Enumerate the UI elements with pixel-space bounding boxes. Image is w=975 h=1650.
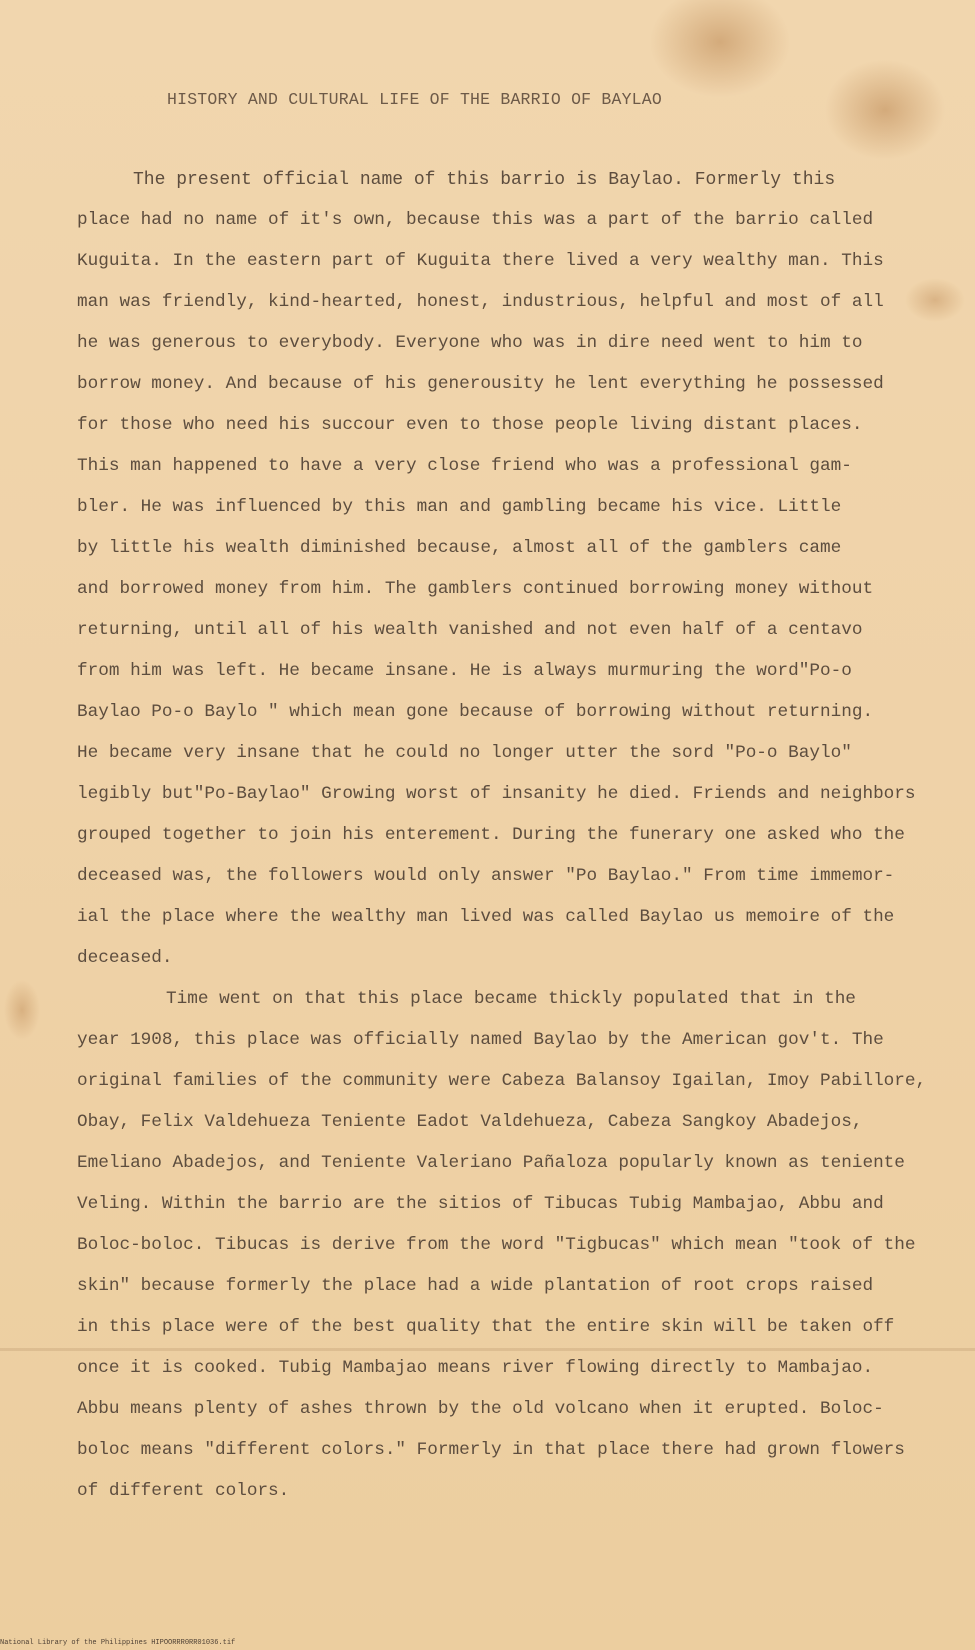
text-line: bler. He was influenced by this man and gambling became his vice. Little [77,497,842,517]
text-line: he was generous to everybody. Everyone who was in dire need went to him to [77,333,863,353]
text-line: ial the place where the wealthy man lived was called Baylao us memoire of the [77,907,895,927]
text-line: deceased. [77,948,173,968]
text-line: place had no name of it's own, because this was a part of the barrio called [77,210,874,230]
text-line: This man happened to have a very close friend who was a professional gam- [77,456,852,476]
text-line: Boloc-boloc. Tibucas is derive from the word "Tigbucas" which mean "took of the [77,1235,916,1255]
text-line: legibly but"Po-Baylao" Growing worst of insanity he died. Friends and neighbors [77,784,916,804]
text-line: for those who need his succour even to those people living distant places. [77,415,863,435]
text-line: returning, until all of his wealth vanished and not even half of a centavo [77,620,863,640]
text-line: by little his wealth diminished because, almost all of the gamblers came [77,538,842,558]
archive-footer: National Library of the Philippines HIPOORRR0RR01036.tif [0,1639,236,1647]
text-line: Emeliano Abadejos, and Teniente Valeriano Pañaloza popularly known as teniente [77,1153,905,1173]
text-line: man was friendly, kind-hearted, honest, industrious, helpful and most of all [77,292,884,312]
text-line: deceased was, the followers would only answer "Po Baylao." From time immemor- [77,866,895,886]
text-line: Baylao Po-o Baylo " which mean gone because of borrowing without returning. [77,702,874,722]
text-line: Obay, Felix Valdehueza Teniente Eadot Valdehueza, Cabeza Sangkoy Abadejos, [77,1112,863,1132]
text-line: Veling. Within the barrio are the sitios of Tibucas Tubig Mambajao, Abbu and [77,1194,884,1214]
text-line: Time went on that this place became thickly populated that in the [166,989,856,1009]
text-line: He became very insane that he could no longer utter the sord "Po-o Baylo" [77,743,852,763]
text-line: year 1908, this place was officially named Baylao by the American gov't. The [77,1030,884,1050]
text-line: Kuguita. In the eastern part of Kuguita there lived a very wealthy man. This [77,251,884,271]
text-line: Abbu means plenty of ashes thrown by the old volcano when it erupted. Boloc- [77,1399,884,1419]
text-line: boloc means "different colors." Formerly in that place there had grown flowers [77,1440,905,1460]
text-line: of different colors. [77,1481,290,1501]
text-line: once it is cooked. Tubig Mambajao means river flowing directly to Mambajao. [77,1358,874,1378]
text-line: from him was left. He became insane. He is always murmuring the word"Po-o [77,661,852,681]
text-line: and borrowed money from him. The gamblers continued borrowing money without [77,579,874,599]
text-line: skin" because formerly the place had a wide plantation of root crops raised [77,1276,874,1296]
text-line: grouped together to join his enterement. During the funerary one asked who the [77,825,905,845]
text-line: The present official name of this barrio is Baylao. Formerly this [133,170,836,190]
text-line: in this place were of the best quality that the entire skin will be taken off [77,1317,895,1337]
document-title: HISTORY AND CULTURAL LIFE OF THE BARRIO OF BAYLAO [167,90,662,109]
text-line: original families of the community were Cabeza Balansoy Igailan, Imoy Pabillore, [77,1071,927,1091]
text-line: borrow money. And because of his generousity he lent everything he possessed [77,374,884,394]
paper-fold [0,1348,975,1351]
